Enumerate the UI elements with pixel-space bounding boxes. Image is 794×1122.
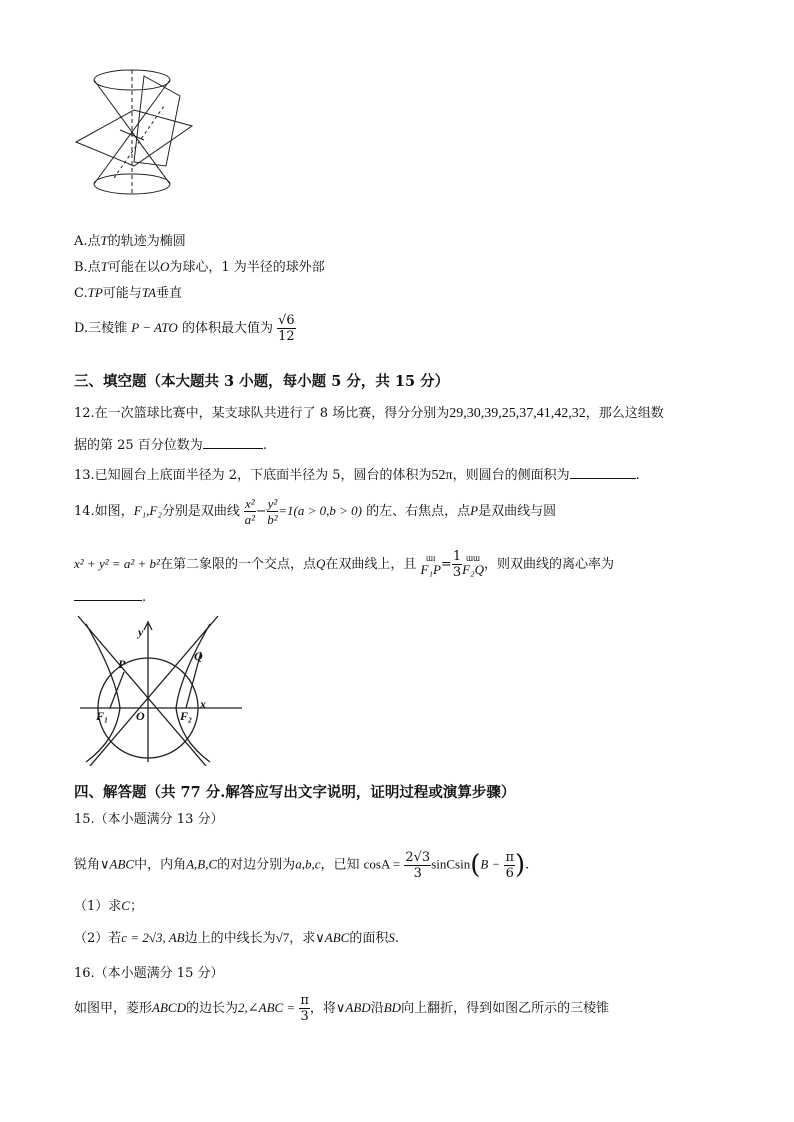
q16-pi-frac (299, 994, 310, 1023)
option-d-prefix: D.三棱锥 (74, 321, 128, 336)
q14-arrow-2: ɯɯ (466, 552, 481, 563)
q12-scores: 29,30,39,25,37,41,42,32 (449, 406, 586, 421)
option-c-var1: TP (87, 285, 103, 300)
q14-text-a: 14.如图， (74, 504, 134, 519)
option-d-fraction (277, 314, 296, 343)
q14-arrow-1: ɯɪ (425, 552, 436, 563)
fig-label-o: O (136, 709, 145, 723)
q15-header: 15.（本小题满分 13 分） (74, 812, 224, 827)
q15-part2-tri: ∨ABC (315, 930, 350, 945)
q15-cosa: cosA = (363, 856, 401, 872)
question-12-line1 (74, 402, 664, 422)
option-a-text: 的轨迹为椭圆 (107, 234, 186, 249)
q14-text-g: ，则双曲线的离心率为 (483, 557, 614, 572)
option-a-var: T (100, 233, 108, 248)
option-d (74, 314, 296, 343)
option-a-prefix: A.点 (74, 234, 101, 249)
q14-circle-eq: x² + y² = a² + b² (74, 556, 160, 571)
q16-angle: 2,∠ABC = (237, 1000, 296, 1015)
q16-text-b: 的边长为 (185, 1001, 238, 1016)
option-b-var2: O (159, 259, 170, 274)
section3-title: 三、填空题（本大题共 3 小题，每小题 5 分，共 15 分） (74, 373, 450, 390)
option-b (74, 256, 325, 275)
option-d-den: 12 (278, 329, 295, 344)
q14-point-p: P (470, 503, 479, 518)
option-c-text: 垂直 (156, 286, 183, 301)
q16-pi-num: π (300, 993, 309, 1008)
q15-coef-den: 3 (413, 865, 422, 881)
q13-answer-blank[interactable] (570, 466, 636, 479)
question-14-line2 (74, 550, 614, 579)
q14-eq-tail: =1(a > 0,b > 0) (278, 503, 362, 518)
question-16-stem (74, 994, 609, 1023)
q15-end: . (525, 857, 530, 873)
q12-answer-blank[interactable] (203, 436, 263, 449)
q15-part2-c: c = 2√3, AB (121, 930, 185, 945)
option-d-mid: 的体积最大值为 (181, 321, 273, 336)
q14-text-f: 在双曲线上，且 (325, 557, 417, 572)
q14-k-frac (452, 550, 462, 579)
q14-x-den: a² (244, 512, 256, 527)
q14-end: . (142, 590, 147, 605)
q15-part2-a: （2）若 (74, 931, 122, 946)
question-15-stem: 锐角∨ABC中，内角A,B,C的对边分别为a,b,c，已知 cosA = $\frac{2√3}{3}$ sinCsin(B − $\frac{\pi}{6}$ ). (74, 849, 530, 881)
q12-text-c: 据的第 25 百分位数为 (74, 438, 203, 453)
option-c (74, 282, 182, 301)
q14-vector-2 (462, 554, 484, 576)
q15-text-c: 的对边分别为 (217, 857, 296, 873)
q15-text-d: ，已知 (320, 857, 360, 873)
q15-angles: A,B,C (186, 856, 218, 872)
q16-bd: BD (383, 1000, 402, 1015)
q15-pi-frac (504, 851, 515, 880)
q16-text-a: 如图甲，菱形 (74, 1001, 153, 1016)
fig-label-y: y (138, 625, 144, 639)
q14-text-c: 的左、右焦点，点 (366, 504, 471, 519)
fig-label-f1: F₁ (96, 709, 109, 723)
q15-part2-d: ，求 (289, 931, 316, 946)
q14-y-den: b² (267, 512, 278, 527)
q14-point-q: Q (315, 556, 326, 571)
q15-part2-f: . (394, 931, 400, 946)
q15-part2-median: √7 (275, 930, 290, 945)
q14-vector-1 (421, 554, 441, 576)
q12-text-b: ，那么这组数 (585, 406, 664, 421)
question-14-line1: 14.如图，F₁,F₂分别是双曲线 $\frac{\text{x²}}{\text{a²}}$ − $\frac{\text{y²}}{\text{b²}}$ =1(a > 0,b > 0) 的左、右焦点，点P是双曲线与圆 (74, 496, 557, 527)
q14-vector-2-label: F₂Q (462, 561, 484, 577)
q14-text-d: 是双曲线与圆 (478, 504, 557, 519)
q15-part2-b: 边上的中线长为 (184, 931, 276, 946)
q13-volume: 52π (431, 468, 453, 483)
q12-text-a: 12.在一次篮球比赛中，某支球队共进行了 8 场比赛，得分分别为 (74, 406, 450, 421)
q13-text-b: ，则圆台的侧面积为 (452, 468, 570, 483)
option-b-prefix: B.点 (74, 260, 101, 275)
q16-triangle: ∨ABD (335, 1000, 371, 1015)
q12-end: . (262, 438, 267, 453)
q16-text-f: 向上翻折，得到如图乙所示的三棱锥 (401, 1001, 610, 1016)
q16-abcd: ABCD (152, 1000, 186, 1015)
q16-pi-den: 3 (300, 1009, 309, 1024)
q15-part1-end: ； (129, 899, 143, 914)
q15-sin: sinCsin (431, 856, 471, 872)
option-d-var: P − ATO (131, 320, 178, 335)
option-b-var1: T (100, 259, 108, 274)
q16-text-e: 沿 (370, 1001, 384, 1016)
q15-pi-num: π (505, 849, 515, 865)
option-b-text: 为球心，1 为半径的球外部 (169, 260, 325, 275)
question-12-line2 (74, 434, 267, 453)
question-13 (74, 464, 640, 484)
cone-plane-figure (74, 66, 200, 206)
q15-part1-text: （1）求 (74, 899, 122, 914)
q14-vector-1-label: F₁P (420, 561, 441, 577)
q15-b-minus: B − (480, 856, 501, 872)
q15-part2 (74, 927, 399, 946)
q15-pi-den: 6 (505, 865, 514, 881)
option-c-prefix: C. (74, 286, 88, 301)
q14-text-e: 在第二象限的一个交点，点 (159, 557, 316, 572)
section4-title: 四、解答题（共 77 分.解答应写出文字说明，证明过程或演算步骤） (74, 784, 516, 801)
fig-label-x: x (200, 697, 206, 711)
q15-triangle: ∨ABC (100, 856, 135, 872)
q15-part1 (74, 895, 143, 914)
q14-foci: F₁,F₂ (133, 503, 162, 518)
option-d-num: √6 (278, 313, 295, 328)
q15-part2-s: S (388, 930, 395, 945)
fig-label-f2: F₂ (180, 709, 193, 723)
q14-x-num: x² (245, 496, 255, 511)
q15-coef-frac (404, 851, 431, 880)
q16-text-d: ，将 (309, 1001, 336, 1016)
q14-equals: = (440, 557, 452, 572)
option-b-mid: 可能在以 (107, 260, 160, 275)
q15-text-b: 中，内角 (134, 857, 187, 873)
q15-part2-e: 的面积 (349, 931, 389, 946)
q15-part1-var: C (121, 898, 130, 913)
q14-k-den: 3 (452, 565, 462, 580)
hyperbola-figure (76, 616, 246, 766)
q15-text-a: 锐角 (74, 857, 101, 873)
q15-coef-num: 2√3 (405, 849, 431, 865)
fig-label-p: P (118, 657, 126, 671)
option-c-var2: TA (141, 285, 157, 300)
q14-y-frac (267, 497, 279, 526)
q13-end: . (635, 468, 640, 483)
question-14-line3 (74, 588, 146, 605)
q15-sides: a,b,c (295, 856, 321, 872)
q14-k-num: 1 (452, 549, 462, 564)
q16-header: 16.（本小题满分 15 分） (74, 966, 224, 981)
q14-y-num: y² (267, 496, 278, 511)
option-a (74, 230, 186, 249)
q14-answer-blank[interactable] (74, 588, 142, 601)
option-c-mid: 可能与 (102, 286, 142, 301)
q14-x-frac (244, 497, 256, 526)
fig-label-q: Q (194, 649, 203, 663)
q13-text-a: 13.已知圆台上底面半径为 2，下底面半径为 5，圆台的体积为 (74, 468, 432, 483)
q14-text-b: 分别是双曲线 (161, 504, 240, 519)
